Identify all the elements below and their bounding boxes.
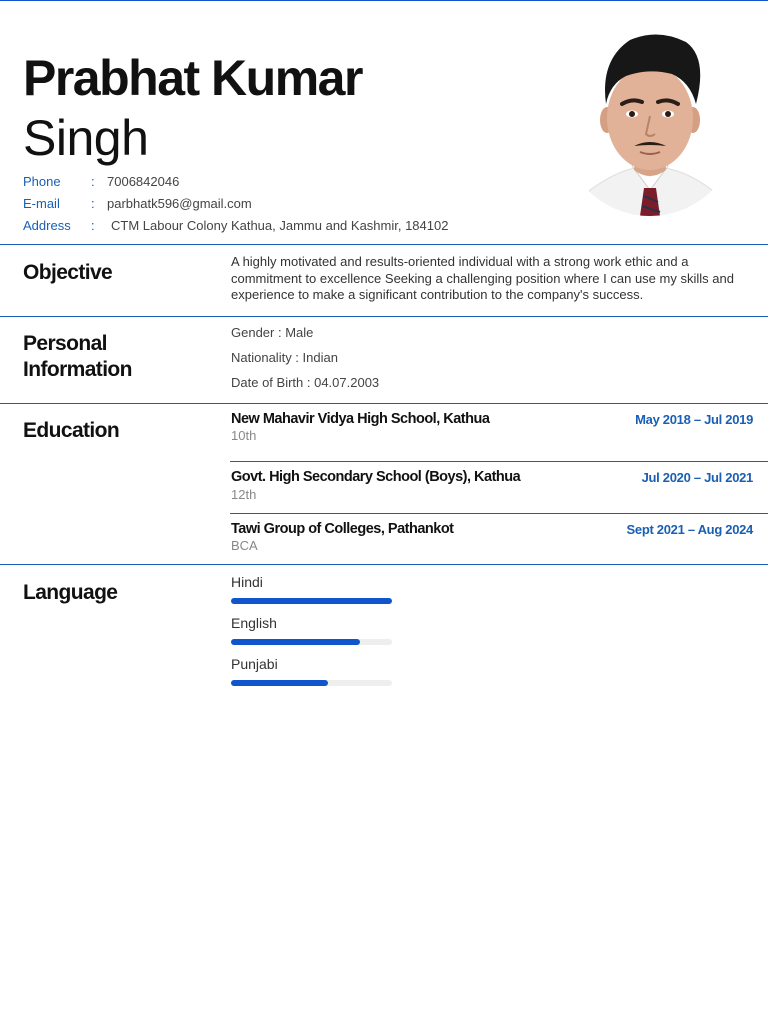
education-title: Education bbox=[23, 419, 120, 442]
nationality-field: Nationality : Indian bbox=[231, 350, 338, 365]
first-name: Prabhat Kumar bbox=[23, 50, 362, 106]
personal-title-line2: Information bbox=[23, 358, 132, 381]
phone-value: 7006842046 bbox=[107, 174, 180, 189]
education-dates: Jul 2020 – Jul 2021 bbox=[641, 470, 753, 485]
section-divider bbox=[0, 244, 768, 245]
language-level-fill bbox=[231, 680, 328, 686]
personal-title-line1: Personal bbox=[23, 332, 107, 355]
contact-label: Address bbox=[23, 218, 71, 233]
language-title: Language bbox=[23, 581, 118, 604]
language-level-fill bbox=[231, 639, 360, 645]
contact-label: Phone bbox=[23, 174, 61, 189]
education-dates: Sept 2021 – Aug 2024 bbox=[626, 522, 753, 537]
education-school: Govt. High Secondary School (Boys), Kathua bbox=[231, 469, 521, 485]
portrait-illustration bbox=[560, 30, 740, 216]
personal-info-title bbox=[23, 331, 132, 383]
gender-field: Gender : Male bbox=[231, 325, 314, 340]
objective-text: A highly motivated and results-oriented individual with a strong work ethic and a commitment to excellence Seeking a challenging position where I can use my skills and experience to make a significant contribution to the company's success. bbox=[231, 254, 734, 302]
education-degree: BCA bbox=[231, 538, 258, 553]
language-level-bar bbox=[231, 680, 392, 686]
contact-colon: : bbox=[91, 218, 95, 233]
dob-field: Date of Birth : 04.07.2003 bbox=[231, 375, 380, 390]
language-name: English bbox=[231, 615, 277, 631]
contact-email bbox=[23, 193, 448, 215]
education-degree: 10th bbox=[231, 428, 257, 443]
contact-colon: : bbox=[91, 196, 95, 211]
language-name: Hindi bbox=[231, 574, 263, 590]
section-divider bbox=[0, 564, 768, 565]
section-divider bbox=[0, 403, 768, 404]
top-border bbox=[0, 0, 768, 1]
contact-info bbox=[23, 171, 448, 237]
education-divider bbox=[230, 513, 768, 514]
language-level-fill bbox=[231, 598, 392, 604]
language-level-bar bbox=[231, 598, 392, 604]
section-divider bbox=[0, 316, 768, 317]
last-name: Singh bbox=[23, 110, 149, 166]
address-value: CTM Labour Colony Kathua, Jammu and Kashmir, 184102 bbox=[111, 218, 449, 233]
language-level-bar bbox=[231, 639, 392, 645]
contact-label: E-mail bbox=[23, 196, 60, 211]
education-dates: May 2018 – Jul 2019 bbox=[635, 412, 753, 427]
language-name: Punjabi bbox=[231, 656, 278, 672]
education-school: Tawi Group of Colleges, Pathankot bbox=[231, 521, 454, 537]
contact-colon: : bbox=[91, 174, 95, 189]
contact-address bbox=[23, 215, 448, 237]
objective-title: Objective bbox=[23, 261, 113, 284]
contact-phone bbox=[23, 171, 448, 193]
email-value: parbhatk596@gmail.com bbox=[107, 196, 252, 211]
education-divider bbox=[230, 461, 768, 462]
profile-photo bbox=[560, 30, 740, 216]
education-school: New Mahavir Vidya High School, Kathua bbox=[231, 411, 490, 427]
education-degree: 12th bbox=[231, 487, 257, 502]
